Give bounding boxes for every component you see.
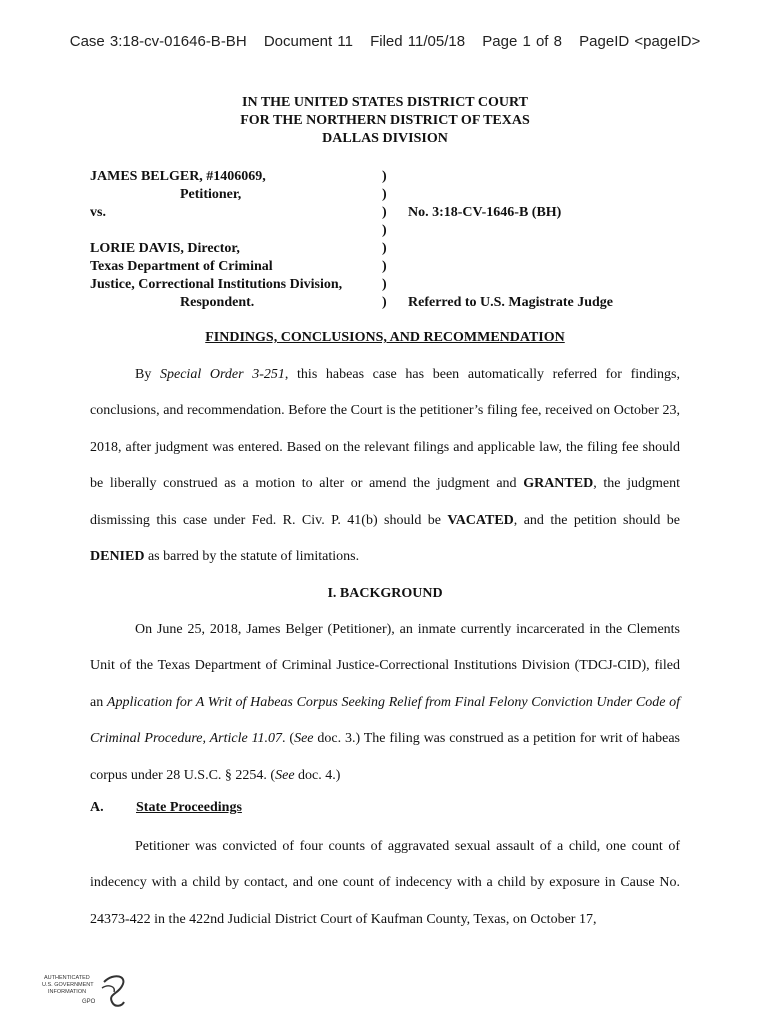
referral-note: Referred to U.S. Magistrate Judge	[408, 295, 614, 310]
court-name-block	[0, 94, 770, 148]
respondent-line-1: LORIE DAVIS, Director,	[90, 241, 240, 256]
logo-line-1: AUTHENTICATED	[44, 975, 90, 981]
versus: vs.	[90, 205, 106, 220]
caption-blank	[90, 222, 380, 240]
header-case-number: Case 3:18-cv-01646-B-BH	[69, 33, 247, 50]
paren-5: )	[382, 241, 387, 256]
denied-term: DENIED	[90, 549, 145, 565]
paren-2: )	[382, 187, 387, 202]
granted-term: GRANTED	[523, 476, 594, 492]
paren-7: )	[382, 277, 387, 292]
subsection-letter: A.	[90, 800, 104, 815]
state-proceedings-paragraph	[90, 829, 680, 938]
paren-6: )	[382, 259, 387, 274]
logo-line-3: INFORMATION	[48, 989, 87, 995]
petitioner-name: JAMES BELGER, #1406069,	[90, 169, 266, 184]
special-order-ref: Special Order 3-251	[160, 367, 285, 382]
state-proceedings-text: Petitioner was convicted of four counts of aggravated sexual assault of a child, one count of indecency with a child by contact, and one count of indecency with a child by exposure in Cause No. 24373-422 in the 422nd Judicial District Court of Kaufman County, Texas, on October 17,	[90, 839, 680, 927]
paren-3: )	[382, 205, 387, 220]
paren-8: )	[382, 295, 387, 310]
paren-1: )	[382, 169, 387, 184]
header-page-id: PageID <pageID>	[579, 33, 701, 50]
logo-line-2: U.S. GOVERNMENT	[42, 982, 94, 988]
court-line-2: FOR THE NORTHERN DISTRICT OF TEXAS	[240, 113, 530, 128]
vacated-term: VACATED	[447, 512, 514, 528]
respondent-role: Respondent.	[180, 295, 255, 310]
court-line-1: IN THE UNITED STATES DISTRICT COURT	[242, 95, 528, 110]
paren-4: )	[382, 223, 387, 238]
logo-line-4: GPO	[82, 999, 96, 1005]
subsection-title: State Proceedings	[136, 800, 242, 815]
court-line-3: DALLAS DIVISION	[322, 131, 448, 146]
document-title: FINDINGS, CONCLUSIONS, AND RECOMMENDATION	[205, 330, 565, 345]
caption-parties	[90, 168, 380, 312]
application-title: Application for A Writ of Habeas Corpus Seeking Relief from Final Felony Conviction Under Code of Criminal Procedure, Article 11.07	[90, 694, 681, 747]
document-header	[0, 33, 770, 50]
header-page-number: Page 1 of 8	[482, 33, 562, 50]
caption-parentheses	[382, 168, 392, 312]
gpo-authenticated-logo	[42, 972, 132, 1012]
header-filed-date: Filed 11/05/18	[370, 33, 466, 50]
intro-paragraph: By Special Order 3-251, this habeas case has been automatically referred for findings, conclusions, and recommendation. Before the Court is the petitioner’s filing fee, received on October 23, 2018, after judgment was entered. Based on the relevant filings and applicable law, the filing fee should be liberally construed as a motion to alter or amend the judgment and GRANTED, the judgment dismissing this case under Fed. R. Civ. P. 41(b) should be VACATED, and the petition should be DENIED as barred by the statute of limitations.	[90, 367, 680, 565]
respondent-line-3: Justice, Correctional Institutions Division,	[90, 277, 343, 292]
background-paragraph: On June 25, 2018, James Belger (Petitioner), an inmate currently incarcerated in the Clements Unit of the Texas Department of Criminal Justice-Correctional Institutions Division (TDCJ-CID), filed an Application for A Writ of Habeas Corpus Seeking Relief from Final Felony Conviction Under Code of Criminal Procedure, Article 11.07. (See doc. 3.) The filing was construed as a petition for writ of habeas corpus under 28 U.S.C. § 2254. (See doc. 4.)	[90, 622, 681, 783]
respondent-line-2: Texas Department of Criminal	[90, 259, 273, 274]
state-proceedings-heading	[90, 800, 242, 816]
petitioner-role: Petitioner,	[180, 187, 242, 202]
case-number: No. 3:18-CV-1646-B (BH)	[408, 205, 562, 220]
background-heading: I. BACKGROUND	[327, 586, 443, 601]
caption-case-info	[408, 168, 688, 312]
header-document: Document 11	[263, 33, 353, 50]
